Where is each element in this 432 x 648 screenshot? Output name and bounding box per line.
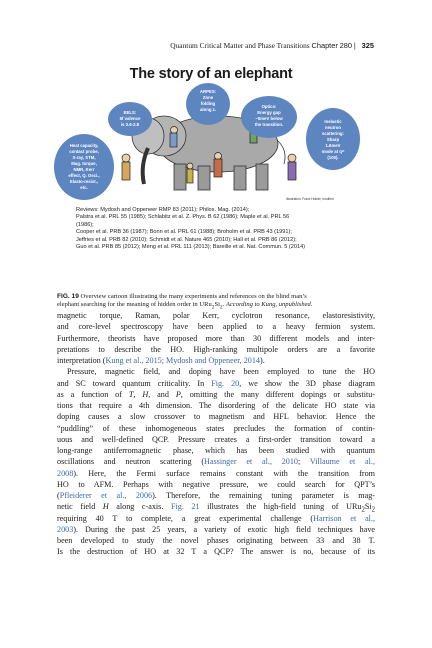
bubble-optics [241, 96, 297, 138]
citation-link[interactable]: Hassinger et al., 2010 [204, 457, 298, 467]
paragraph-line: Pressure, magnetic field, and doping have been employed to tune the HO [67, 367, 375, 377]
citation-link[interactable]: 2003 [57, 524, 74, 534]
svg-text:EELS:5f valenceis 2.6-2.8: EELS: 5f valence is 2.6-2.8 [119, 110, 141, 127]
paragraph-line: Is the destruction of HO at 32 T a QCP? The answer is no, because of its [57, 547, 375, 557]
paragraph-line: (Pfleiderer et al., 2006). Therefore, the remaining tuning parameter is mag- [57, 491, 375, 500]
ref-line: Cooper et al. PRB 36 (1987); Bonn et al. PRL 61 (1988); Broholm et al. PRB 43 (1991); [76, 229, 292, 236]
paragraph-line: netic field H along c-axis. Fig. 21 illustrates the high-field tuning of $URu_2Si_2$ [57, 502, 375, 514]
svg-text:Heat capacity,contact probe,X-: Heat capacity, contact probe, X-ray, STM, Mag. torque, NMR, Kerr effect, Q. Osci., Elasto-resist., etc. [68, 143, 100, 190]
illustration-credit: Illustration: Franz Hubler, modifed [286, 197, 334, 201]
ref-line: (1986); [76, 221, 94, 228]
paragraph-line: doping causes a slow crossover to magnetism and HFL behavior. Hence the [57, 412, 375, 422]
caption-source: According to Kung, unpublished. [225, 301, 313, 309]
figure-link[interactable]: Fig. 21 [170, 502, 200, 512]
paragraph-line: Furthermore, theorists have proposed more than 30 different models and inter- [57, 333, 375, 343]
running-title: Quantum Critical Matter and Phase Transitions [170, 41, 310, 50]
figure-19 [48, 66, 374, 268]
paragraph-line: pretations to describe the HO. High-ranking multipole orders are a favorite [57, 344, 375, 354]
paragraph-line: long-range antiferromagnetic phase, which has been studied with quantum [57, 446, 375, 455]
paragraph-line: requiring 40 T to complete, a great experimental challenge (Harrison et al., [57, 513, 375, 523]
caption-text: Overview cartoon illustrating the many experiments and references on the blind man’s [80, 293, 307, 300]
ref-line: Jeffries et al. PRB 82 (2010); Schmidt et al. Nature 465 (2010); Hall et al. PRB 86 (2012); [76, 236, 297, 243]
paragraph-line: and core-level spectroscopy have been applied to a heavy fermion system. [57, 322, 375, 332]
elephant-cartoon [48, 66, 374, 206]
paragraph-line: “puddling” of these inhomogeneous states precludes the formation of contin- [57, 423, 375, 433]
chapter-number: 280 [339, 41, 353, 50]
paragraph-line: magnetic torque, Raman, polar Kerr, cyclotron resonance, elastoresistivity, [57, 311, 375, 320]
chapter-label: Chapter [311, 41, 338, 50]
page-number: 325 [361, 41, 374, 50]
paragraph-line: and SC toward quantum criticality. In Fig. 20, we show the 3D phase diagram [57, 378, 376, 388]
ref-line: Palstra et al. PRL 55 (1985); Schlabitz et al. Z. Phys. B 62 (1986); Maple et al. PRL 56 [76, 214, 290, 221]
paragraph-line: 2003). During the past 25 years, a variety of exotic high field techniques have [57, 524, 375, 534]
citation-link[interactable]: 2008 [57, 468, 74, 478]
paragraph-line: as a function of T, H, and P, omitting the many different dopings or substitu- [57, 389, 376, 399]
paragraph-line: uous and well-defined QCP. Pressure creates a first-order transition toward a [57, 434, 375, 444]
bubble-eels [108, 102, 152, 136]
figure-title: The story of an elephant [129, 66, 293, 82]
bubble-arpes [186, 83, 230, 125]
citation-link[interactable]: Kung et al., 2015; Mydosh and Oppeneer, 2014 [105, 356, 260, 365]
citation-link[interactable]: Pfleiderer et al., 2006 [59, 491, 153, 500]
paragraph-line: interpretation (Kung et al., 2015; Mydosh and Oppeneer, 2014). [57, 356, 265, 365]
figure-references [76, 207, 374, 251]
paragraph-line: tions that require a 4th dimension. The disordering of the delicate HO state via [57, 401, 375, 410]
ref-line: Guo et al. PRB 85 (2012); Meng et al. PRL 111 (2013); Bareille et al. Nat. Commun. 5 (2014) [76, 244, 306, 251]
caption-label: FIG. 19 [57, 293, 79, 300]
figure-caption: FIG. 19 Overview cartoon illustrating the many experiments and references on the blind man’s elephant searching for the meaning of hidden order in $URu_2Si_2$. According to Kung, unpublished. [57, 293, 313, 311]
paragraph-line: 2008). Here, the Fermi surface remains constant with the transition from [57, 468, 375, 478]
running-header: Quantum Critical Matter and Phase Transitions Chapter 280 | 325 [170, 41, 374, 50]
body-text [57, 310, 375, 558]
figure-link[interactable]: Fig. 20 [211, 378, 240, 388]
bubble-heat-capacity [54, 134, 114, 200]
svg-text:Optics:Energy gap~5meV belowth: Optics: Energy gap ~5meV below the transition. [254, 104, 284, 127]
paragraph-line: been developed to study the novel phases originating between 33 and 38 T. [57, 536, 375, 545]
citation-link[interactable]: Villaume et al., [309, 457, 375, 467]
paragraph-line: HO to AFM. Perhaps with negative pressure, we could search for QPT’s [57, 479, 375, 489]
paragraph-line: oscillations and neutron scattering (Hassinger et al., 2010; Villaume et al., [57, 457, 375, 467]
svg-text:ARPES:Zonefoldingalong z.: ARPES: Zone folding along z. [199, 89, 217, 112]
svg-text:Inelasticneutronscattering:Sha: Inelastic neutron scattering: Sharp 1.6meV mode at q= (100). [321, 119, 345, 160]
bubble-inelastic-neutron [306, 108, 360, 170]
citation-link[interactable]: Harrison et al., [313, 513, 375, 523]
ref-line: Reviews: Mydosh and Oppeneer RMP 83 (2011); Philos. Mag. (2014); [76, 207, 250, 213]
